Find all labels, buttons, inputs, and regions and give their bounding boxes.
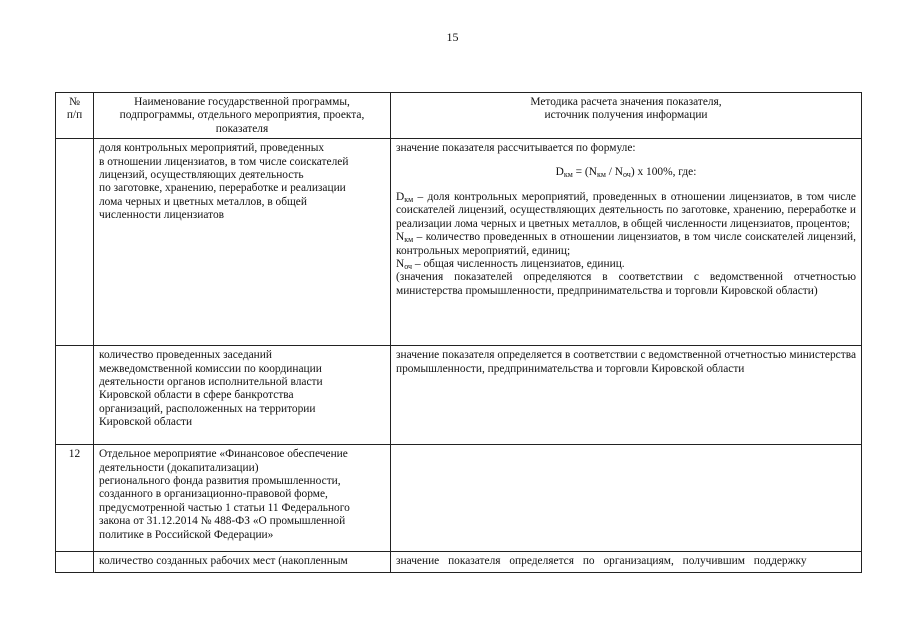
definition-noch: $N_{оч}$ – общая численность лицензиатов, единиц. (396, 258, 625, 272)
table-row (56, 445, 862, 552)
row-number (56, 346, 94, 445)
indicator-name: количество созданных рабочих мест (накопленным (94, 552, 391, 573)
formula: $D_{км} = (N_{км} / N_{оч})$ x 100%, где: (555, 165, 697, 179)
definition-dkm: $D_{км}$ – доля контрольных мероприятий, проведенных в отношении лицензиатов, в том числе соискателей лицензий, осуществляющих деятельность по заготовке, хранению, переработке и реализации лома черных и цветных металлов, в общей численности лицензиатов, процентов; (396, 191, 856, 230)
table-row (56, 139, 862, 346)
table-header-row (56, 93, 862, 139)
method-cell: значение показателя определяется в соответствии с ведомственной отчетностью министерства промышленности, предпринимательства и торговли Кировской области (391, 346, 862, 445)
method-note: (значения показателей определяются в соответствии с ведомственной отчетностью министерства промышленности, предпринимательства и торговли Кировской области) (396, 271, 856, 297)
definition-nkm: $N_{км}$ – количество проведенных в отношении лицензиатов, в том числе соискателей лицензий, контрольных мероприятий, единиц; (396, 231, 856, 257)
indicator-name: количество проведенных заседаний межведомственной комиссии по координации деятельности органов исполнительной власти Кировской области в сфере банкротства организаций, расположенных на территории Кировской области (94, 346, 391, 445)
method-cell: значение показателя определяется по организациям, получившим поддержку (391, 552, 862, 573)
indicator-name: доля контрольных мероприятий, проведенных в отношении лицензиатов, в том числе соискателей лицензий, осуществляющих деятельность по заготовке, хранению, переработке и реализации лома черных и цветных металлов, в общей численности лицензиатов (94, 139, 391, 346)
table-row (56, 346, 862, 445)
indicator-name: Отдельное мероприятие «Финансовое обеспечение деятельности (докапитализации) регионального фонда развития промышленности, созданного в организационно-правовой форме, предусмотренной частью 1 статьи 11 Федерального закона от 31.12.2014 № 488-ФЗ «О промышленной политике в Российской Федерации» (94, 445, 391, 552)
row-number (56, 139, 94, 346)
row-number: 12 (56, 445, 94, 552)
method-intro: значение показателя рассчитывается по формуле: (396, 142, 636, 155)
method-cell (391, 445, 862, 552)
header-num: № п/п (56, 93, 94, 139)
indicator-table (55, 92, 862, 573)
header-name: Наименование государственной программы, подпрограммы, отдельного мероприятия, проекта, показателя (94, 93, 391, 139)
page-number: 15 (446, 30, 459, 44)
header-method: Методика расчета значения показателя, источник получения информации (391, 93, 862, 139)
method-cell (391, 139, 862, 346)
row-number (56, 552, 94, 573)
table-row (56, 552, 862, 573)
